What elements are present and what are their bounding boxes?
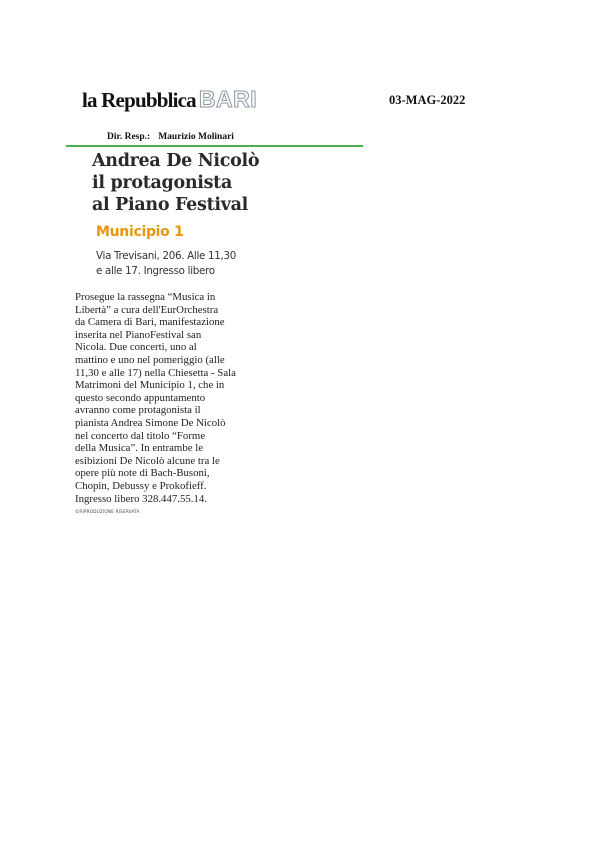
headline-line: al Piano Festival bbox=[92, 195, 248, 215]
headline-line: Andrea De Nicolò bbox=[92, 151, 260, 171]
body-line: Prosegue la rassegna “Musica in bbox=[75, 291, 216, 303]
body-line: esibizioni De Nicolò alcune tra le bbox=[75, 454, 220, 467]
article-headline bbox=[92, 150, 332, 216]
masthead-logo bbox=[82, 86, 257, 114]
body-line: avranno come protagonista il bbox=[75, 404, 201, 417]
body-line: inserita nel PianoFestival san bbox=[75, 328, 202, 341]
publication-date: 03-MAG-2022 bbox=[389, 93, 466, 107]
header-divider bbox=[66, 145, 363, 147]
body-line: pianista Andrea Simone De Nicolò bbox=[75, 416, 226, 429]
copyright-notice: ©RIPRODUZIONE RISERVATA bbox=[75, 509, 140, 514]
body-line: della Musica”. In entrambe le bbox=[75, 442, 204, 455]
director-line bbox=[107, 132, 234, 142]
body-line: opere più note di Bach-Busoni, bbox=[75, 467, 210, 480]
venue-info bbox=[96, 249, 236, 279]
section-label: Municipio 1 bbox=[96, 224, 184, 240]
body-line: questo secondo appuntamento bbox=[75, 391, 206, 404]
venue-line: Via Trevisani, 206. Alle 11,30 bbox=[96, 250, 236, 262]
director-name: Maurizio Molinari bbox=[158, 132, 234, 142]
director-label: Dir. Resp.: bbox=[107, 132, 151, 142]
venue-line: e alle 17. Ingresso libero bbox=[96, 265, 215, 277]
masthead-city: BARI bbox=[198, 86, 258, 112]
body-line: nel concerto dal titolo “Forme bbox=[75, 429, 206, 442]
body-line: da Camera di Bari, manifestazione bbox=[75, 316, 225, 329]
body-line: Libertà” a cura dell'EurOrchestra bbox=[75, 303, 219, 316]
body-line: Chopin, Debussy e Prokofieff. bbox=[75, 479, 207, 492]
headline-line: il protagonista bbox=[92, 173, 232, 193]
masthead-paper-name: la Repubblica bbox=[82, 88, 196, 112]
body-line: 11,30 e alle 17) nella Chiesetta - Sala bbox=[75, 366, 236, 379]
article-body bbox=[75, 291, 275, 505]
body-line: Nicola. Due concerti, uno al bbox=[75, 341, 197, 354]
body-line: Matrimoni del Municipio 1, che in bbox=[75, 379, 225, 392]
body-line: mattino e uno nel pomeriggio (alle bbox=[75, 353, 225, 366]
body-line: Ingresso libero 328.447.55.14. bbox=[75, 492, 207, 505]
